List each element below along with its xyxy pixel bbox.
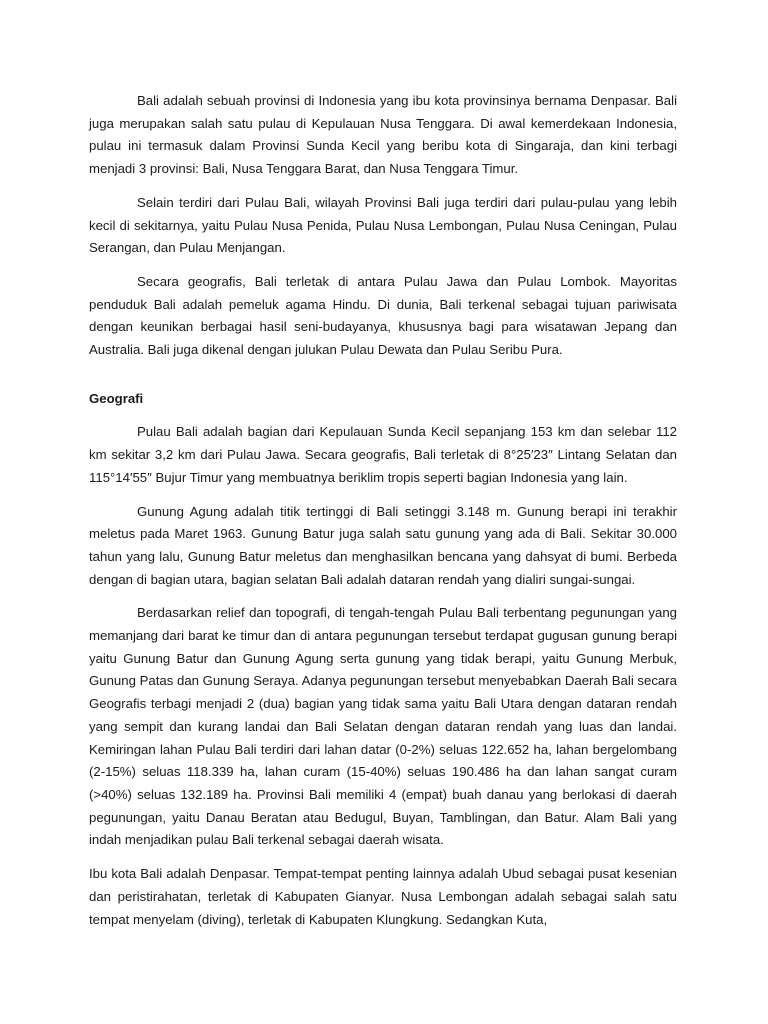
geografi-paragraph-1: Pulau Bali adalah bagian dari Kepulauan Sunda Kecil sepanjang 153 km dan selebar 112 km sekitar 3,2 km dari Pulau Jawa. Secara geografis, Bali terletak di 8°25′23″ Lintang Selatan dan 115°14′55″ Bujur Timur yang membuatnya beriklim tropis seperti bagian Indonesia yang lain. — [89, 424, 677, 485]
document-page — [89, 90, 677, 942]
intro-paragraph-3: Secara geografis, Bali terletak di antara Pulau Jawa dan Pulau Lombok. Mayoritas penduduk Bali adalah pemeluk agama Hindu. Di dunia, Bali terkenal sebagai tujuan pariwisata dengan keunikan berbagai hasil seni-budayanya, khususnya bagi para wisatawan Jepang dan Australia. Bali juga dikenal dengan julukan Pulau Dewata dan Pulau Seribu Pura. — [89, 273, 677, 358]
geografi-paragraph-3: Berdasarkan relief dan topografi, di tengah-tengah Pulau Bali terbentang pegunungan yang memanjang dari barat ke timur dan di antara pegunungan tersebut terdapat gugusan gunung berapi yaitu Gunung Batur dan Gunung Agung serta gunung yang tidak berapi, yaitu Gunung Merbuk, Gunung Patas dan Gunung Seraya. Adanya pegunungan tersebut menyebabkan Daerah Bali secara Geografis terbagi menjadi 2 (dua) bagian yang tidak sama yaitu Bali Utara dengan dataran rendah yang sempit dan kurang landai dan Bali Selatan dengan dataran rendah yang luas dan landai. Kemiringan lahan Pulau Bali terdiri dari lahan datar (0-2%) seluas 122.652 ha, lahan bergelombang (2-15%) seluas 118.339 ha, lahan curam (15-40%) seluas 190.486 ha dan lahan sangat curam (>40%) seluas 132.189 ha. Provinsi Bali memiliki 4 (empat) buah danau yang berlokasi di daerah pegunungan, yaitu Danau Beratan atau Bedugul, Buyan, Tamblingan, dan Batur. Alam Bali yang indah menjadikan pulau Bali terkenal sebagai daerah wisata. — [89, 605, 677, 848]
intro-paragraph-1: Bali adalah sebuah provinsi di Indonesia yang ibu kota provinsinya bernama Denpasar. Bali juga merupakan salah satu pulau di Kepulauan Nusa Tenggara. Di awal kemerdekaan Indonesia, pulau ini termasuk dalam Provinsi Sunda Kecil yang beribu kota di Singaraja, dan kini terbagi menjadi 3 provinsi: Bali, Nusa Tenggara Barat, dan Nusa Tenggara Timur. — [89, 93, 677, 177]
geografi-paragraph-2: Gunung Agung adalah titik tertinggi di Bali setinggi 3.148 m. Gunung berapi ini terakhir meletus pada Maret 1963. Gunung Batur juga salah satu gunung yang ada di Bali. Sekitar 30.000 tahun yang lalu, Gunung Batur meletus dan menghasilkan bencana yang dahsyat di bumi. Berbeda dengan di bagian utara, bagian selatan Bali adalah dataran rendah yang dialiri sungai-sungai. — [89, 503, 677, 587]
section-heading-geografi: Geografi — [89, 390, 144, 406]
intro-paragraph-2: Selain terdiri dari Pulau Bali, wilayah Provinsi Bali juga terdiri dari pulau-pulau yang lebih kecil di sekitarnya, yaitu Pulau Nusa Penida, Pulau Nusa Lembongan, Pulau Nusa Ceningan, Pulau Serangan, dan Pulau Menjangan. — [89, 194, 677, 256]
closing-paragraph: Ibu kota Bali adalah Denpasar. Tempat-tempat penting lainnya adalah Ubud sebagai pusat kesenian dan peristirahatan, terletak di Kabupaten Gianyar. Nusa Lembongan adalah sebagai salah satu tempat menyelam (diving), terletak di Kabupaten Klungkung. Sedangkan Kuta, — [89, 866, 677, 927]
